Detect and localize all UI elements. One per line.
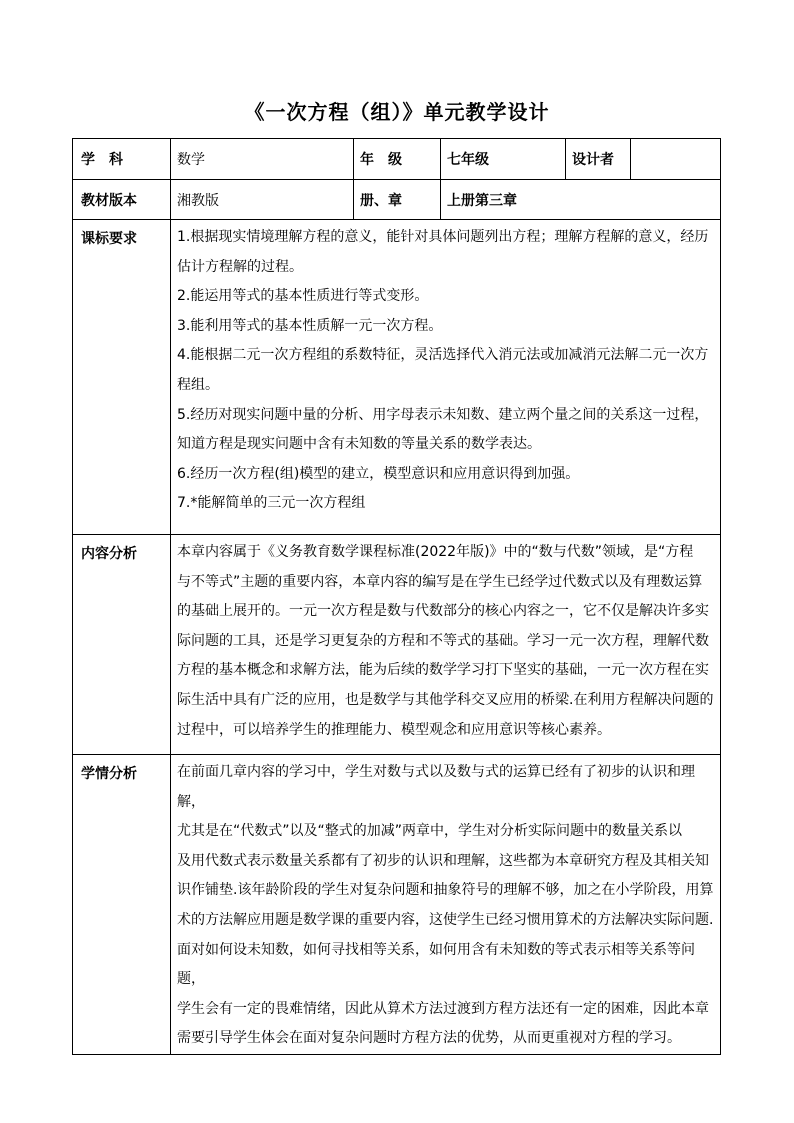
student-analysis-text	[171, 755, 721, 1055]
content-line: 本章内容属于《义务教育数学课程标准(2022年版)》中的“数与代数”领域，是“方程	[177, 544, 694, 560]
student-line: 需要引导学生体会在面对复杂问题时方程方法的优势，从而更重视对方程的学习。	[177, 1030, 681, 1047]
subject-value: 数学	[171, 139, 354, 180]
curriculum-label: 课标要求	[73, 220, 171, 535]
curriculum-line: 6.经历一次方程(组)模型的建立，模型意识和应用意识得到加强。	[177, 465, 580, 482]
subject-label: 学 科	[73, 139, 171, 180]
document-title: 《一次方程（组）》单元教学设计	[244, 100, 550, 124]
curriculum-line: 估计方程解的过程。	[177, 258, 303, 275]
curriculum-line: 2.能运用等式的基本性质进行等式变形。	[177, 288, 429, 305]
content-line: 过程中，可以培养学生的推理能力、模型观念和应用意识等核心素养。	[177, 721, 611, 738]
curriculum-line: 5.经历对现实问题中量的分析、用字母表示未知数、建立两个量之间的关系这一过程，	[177, 406, 709, 423]
content-analysis-label: 内容分析	[73, 535, 171, 755]
student-line: 识作铺垫.该年龄阶段的学生对复杂问题和抽象符号的理解不够，加之在小学阶段，用算	[177, 882, 714, 899]
textbook-value: 湘教版	[171, 180, 354, 220]
student-line: 面对如何设未知数，如何寻找相等关系，如何用含有未知数的等式表示相等关系等问题，	[177, 941, 695, 988]
content-line: 际问题的工具，还是学习更复杂的方程和不等式的基础。学习一元一次方程，理解代数	[177, 632, 709, 649]
curriculum-line: 程组。	[177, 376, 219, 393]
row-textbook	[73, 180, 721, 220]
row-curriculum	[73, 220, 721, 535]
content-line: 与不等式”主题的重要内容，本章内容的编写是在学生已经学过代数式以及有理数运算	[177, 573, 703, 590]
content-line: 际生活中具有广泛的应用，也是数学与其他学科交叉应用的桥梁.在利用方程解决问题的	[177, 691, 714, 708]
curriculum-line: 知道方程是现实问题中含有未知数的等量关系的数学表达。	[177, 436, 541, 453]
row-subject	[73, 139, 721, 180]
textbook-label: 教材版本	[73, 180, 171, 220]
student-analysis-label: 学情分析	[73, 755, 171, 1055]
row-content-analysis	[73, 535, 721, 755]
student-line: 术的方法解应用题是数学课的重要内容，这使学生已经习惯用算术的方法解决实际问题.	[177, 911, 714, 928]
student-line: 及用代数式表示数量关系都有了初步的认识和理解，这些都为本章研究方程及其相关知	[177, 852, 709, 869]
designer-value	[631, 139, 721, 180]
curriculum-line: 1.根据现实情境理解方程的意义，能针对具体问题列出方程；理解方程解的意义，经历	[177, 229, 709, 245]
lesson-design-table	[72, 138, 721, 1055]
curriculum-content	[171, 220, 721, 535]
chapter-label: 册、章	[354, 180, 441, 220]
curriculum-line: 3.能利用等式的基本性质解一元一次方程。	[177, 317, 443, 334]
chapter-value: 上册第三章	[441, 180, 721, 220]
curriculum-line: 4.能根据二元一次方程组的系数特征，灵活选择代入消元法或加减消元法解二元一次方	[177, 347, 709, 364]
content-line: 的基础上展开的。一元一次方程是数与代数部分的核心内容之一，它不仅是解决许多实	[177, 603, 709, 620]
grade-value: 七年级	[441, 139, 566, 180]
designer-label: 设计者	[566, 139, 631, 180]
curriculum-line: 7.*能解简单的三元一次方程组	[177, 495, 366, 512]
grade-label: 年 级	[354, 139, 441, 180]
content-line: 方程的基本概念和求解方法，能为后续的数学学习打下坚实的基础，一元一次方程在实	[177, 662, 709, 679]
student-line: 在前面几章内容的学习中，学生对数与式以及数与式的运算已经有了初步的认识和理解，	[177, 764, 695, 810]
student-line: 尤其是在“代数式”以及“整式的加减”两章中，学生对分析实际问题中的数量关系以	[177, 823, 683, 840]
content-analysis-text	[171, 535, 721, 755]
student-line: 学生会有一定的畏难情绪，因此从算术方法过渡到方程方法还有一定的困难，因此本章	[177, 1000, 709, 1017]
row-student-analysis	[73, 755, 721, 1055]
